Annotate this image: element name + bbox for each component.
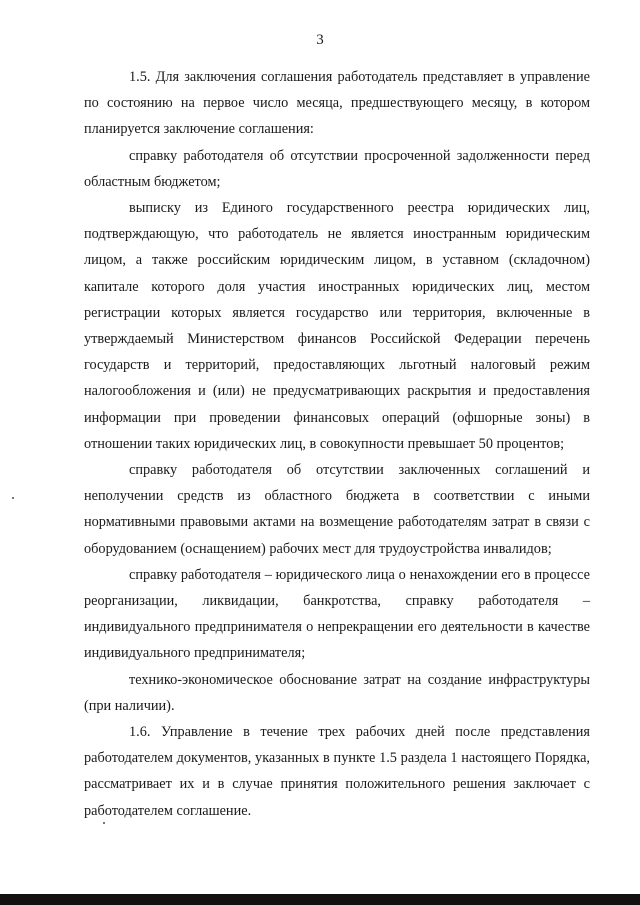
paragraph-reorganization-certificate: справку работодателя – юридического лица о ненахождении его в процессе реорганизации, ликвидации, банкротства, справку работодателя – индивидуального предпринимателя о непрекращении его деятельности в качестве индивидуального предпринимателя; bbox=[84, 566, 590, 662]
scan-artifact bbox=[103, 822, 105, 824]
paragraph-1-6: 1.6. Управление в течение трех рабочих дней после представления работодателем документов, указанных в пункте 1.5 раздела 1 настоящего Порядка, рассматривает их и в случае принятия положительного решения заключает с работодателем соглашение. bbox=[84, 724, 590, 819]
paragraph-feasibility-study: технико-экономическое обоснование затрат на создание инфраструктуры (при наличии). bbox=[84, 671, 590, 714]
paragraph-1-5: 1.5. Для заключения соглашения работодатель представляет в управление по состоянию на первое число месяца, предшествующего месяцу, в котором планируется заключение соглашения: bbox=[84, 69, 590, 138]
page-number: 3 bbox=[316, 32, 324, 48]
paragraph-no-agreements-certificate: справку работодателя об отсутствии заключенных соглашений и неполучении средств из областного бюджета в соответствии с иными нормативными правовыми актами на возмещение работодателям затрат в связи с оборудованием (оснащением) рабочих мест для трудоустройства инвалидов; bbox=[84, 462, 590, 557]
paragraph-registry-extract: выписку из Единого государственного реестра юридических лиц, подтверждающую, что работодатель не является иностранным юридическим лицом, а также российским юридическим лицом, в уставном (складочном) капитале которого доля участия иностранных юридических лиц, местом регистрации которых является государство или территория, включенные в утверждаемый Министерством финансов Российской Федерации перечень государств и территорий, предоставляющих льготный налоговый режим налогообложения и (или) не предусматривающих раскрытия и предоставления информации при проведении финансовых операций (офшорные зоны) в отношении таких юридических лиц, в совокупности превышает 50 процентов; bbox=[84, 200, 590, 452]
scan-bottom-edge bbox=[0, 894, 640, 905]
scan-artifact bbox=[12, 497, 14, 499]
document-body bbox=[84, 64, 590, 824]
paragraph-debt-certificate: справку работодателя об отсутствии просроченной задолженности перед областным бюджетом; bbox=[84, 147, 590, 190]
